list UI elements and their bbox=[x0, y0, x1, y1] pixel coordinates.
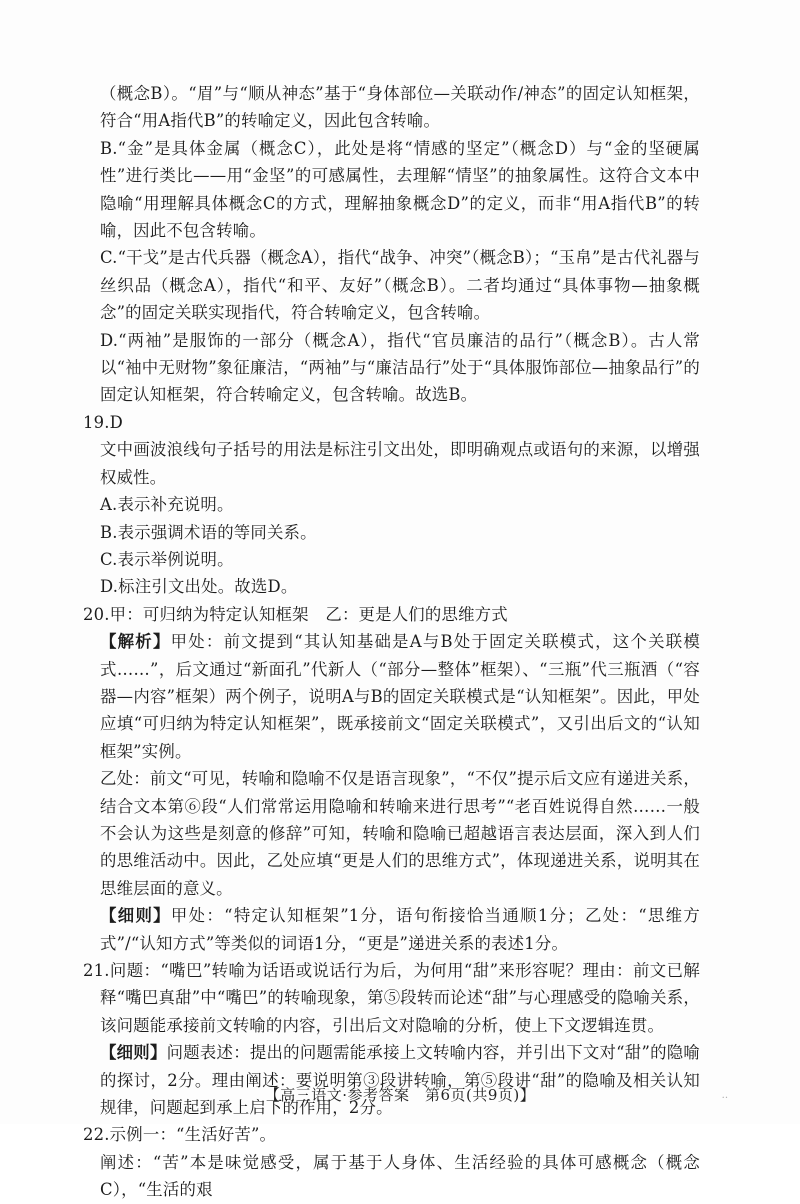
question-19-line: D.标注引文出处。故选D。 bbox=[100, 577, 298, 597]
question-20-number: 20. bbox=[83, 604, 110, 624]
rubric-text: 问题表述：提出的问题需能承接上文转喻内容，并引出下文对“甜”的隐喻的探讨，2分。理由阐述：要说明第③段讲转喻，第⑤段讲“甜”的隐喻及相关认知规律，问题起到承上启下的作用，2分。 bbox=[100, 1043, 700, 1118]
answer-content bbox=[83, 80, 700, 1204]
question-20-number-line bbox=[83, 601, 700, 628]
question-20-header bbox=[83, 601, 700, 628]
question-21-number: 21. bbox=[83, 961, 110, 980]
question-21-rubric bbox=[100, 1039, 700, 1121]
question-22-answer bbox=[83, 1121, 700, 1148]
question-19-line: A.表示补充说明。 bbox=[100, 495, 234, 515]
analysis-text: 甲处：前文提到“其认知基础是A与B处于固定关联模式，这个关联模式……”，后文通过“新面孔”代新人（“部分—整体”框架）、“三瓶”代三瓶酒（“容器—内容”框架）两个例子，说明A与B的固定关联模式是“认知框架”。因此，甲处应填“可归纳为特定认知框架”，既承接前文“固定关联模式”，又引出后文的“认知框架”实例。 bbox=[100, 632, 700, 761]
question-19-answer: D bbox=[109, 412, 124, 432]
question-19-line: 文中画波浪线句子括号的用法是标注引文出处，即明确观点或语句的来源，以增强权威性。 bbox=[100, 440, 700, 487]
page-footer: 【高三语文·参考答案 第6页(共9页)】 bbox=[264, 1086, 536, 1104]
paragraph-option-c: C.“干戈”是古代兵器（概念A），指代“战争、冲突”（概念B）；“玉帛”是古代礼器与丝织品（概念A），指代“和平、友好”（概念B）。二者均通过“具体事物—抽象概念”的固定关联实现指代，符合转喻定义，包含转喻。 bbox=[100, 248, 700, 323]
rubric-text: 甲处：“特定认知框架”1分，语句衔接恰当通顺1分；乙处：“思维方式”/“认知方式”等类似的词语1分，“更是”递进关系的表述1分。 bbox=[100, 906, 700, 953]
question-19-number-line bbox=[83, 409, 700, 436]
question-22-number: 22. bbox=[83, 1125, 110, 1145]
question-21-answer bbox=[83, 957, 700, 1039]
question-19-number: 19. bbox=[83, 412, 110, 432]
rubric-tag: 【细则】 bbox=[100, 906, 171, 926]
question-19-line: C.表示举例说明。 bbox=[100, 549, 234, 569]
paragraph-concept-b-end: （概念B）。“眉”与“顺从神态”基于“身体部位—关联动作/神态”的固定认知框架，符合“用A指代B”的转喻定义，因此包含转喻。 bbox=[100, 84, 700, 131]
question-20-analysis bbox=[100, 628, 700, 765]
question-20-analysis-2: 乙处：前文“可见，转喻和隐喻不仅是语言现象”，“不仅”提示后文应有递进关系，结合文本第⑥段“人们常常运用隐喻和转喻来进行思考”“老百姓说得自然……一般不会认为这些是刻意的修辞”可知，转喻和隐喻已超越语言表达层面，深入到人们的思维活动中。因此，乙处应填“更是人们的思维方式”，体现递进关系，说明其在思维层面的意义。 bbox=[100, 769, 700, 898]
question-19-header bbox=[83, 409, 700, 436]
rubric-tag: 【细则】 bbox=[100, 1043, 167, 1063]
paragraph-option-b: B.“金”是具体金属（概念C），此处是将“情感的坚定”（概念D）与“金的坚硬属性”进行类比——用“金坚”的可感属性，去理解“情坚”的抽象属性。这符合文本中隐喻“用理解具体概念C的方式，理解抽象概念D”的定义，而非“用A指代B”的转喻，因此不包含转喻。 bbox=[100, 138, 700, 241]
question-20-rubric bbox=[100, 902, 700, 957]
footer-dots: .. bbox=[721, 1090, 728, 1101]
question-19-line: B.表示强调术语的等同关系。 bbox=[100, 522, 317, 542]
question-22-explain: 阐述：“苦”本是味觉感受，属于基于人身体、生活经验的具体可感概念（概念C），“生活的艰 bbox=[100, 1152, 700, 1200]
question-21-answer-text: 问题：“嘴巴”转喻为话语或说话行为后，为何用“甜”来形容呢？理由：前文已解释“嘴巴真甜”中“嘴巴”的转喻现象，第⑤段转而论述“甜”与心理感受的隐喻关系，该问题能承接前文转喻的内容，引出后文对隐喻的分析，使上下文逻辑连贯。 bbox=[100, 961, 700, 1035]
analysis-tag: 【解析】 bbox=[100, 632, 171, 652]
question-20-answer: 甲：可归纳为特定认知框架 乙：更是人们的思维方式 bbox=[109, 604, 508, 624]
paragraph-option-d: D.“两袖”是服饰的一部分（概念A），指代“官员廉洁的品行”（概念B）。古人常以“袖中无财物”象征廉洁，“两袖”与“廉洁品行”处于“具体服饰部位—抽象品行”的固定认知框架，符合转喻定义，包含转喻。故选B。 bbox=[100, 330, 700, 405]
question-22-answer-text: 示例一：“生活好苦”。 bbox=[109, 1125, 277, 1145]
